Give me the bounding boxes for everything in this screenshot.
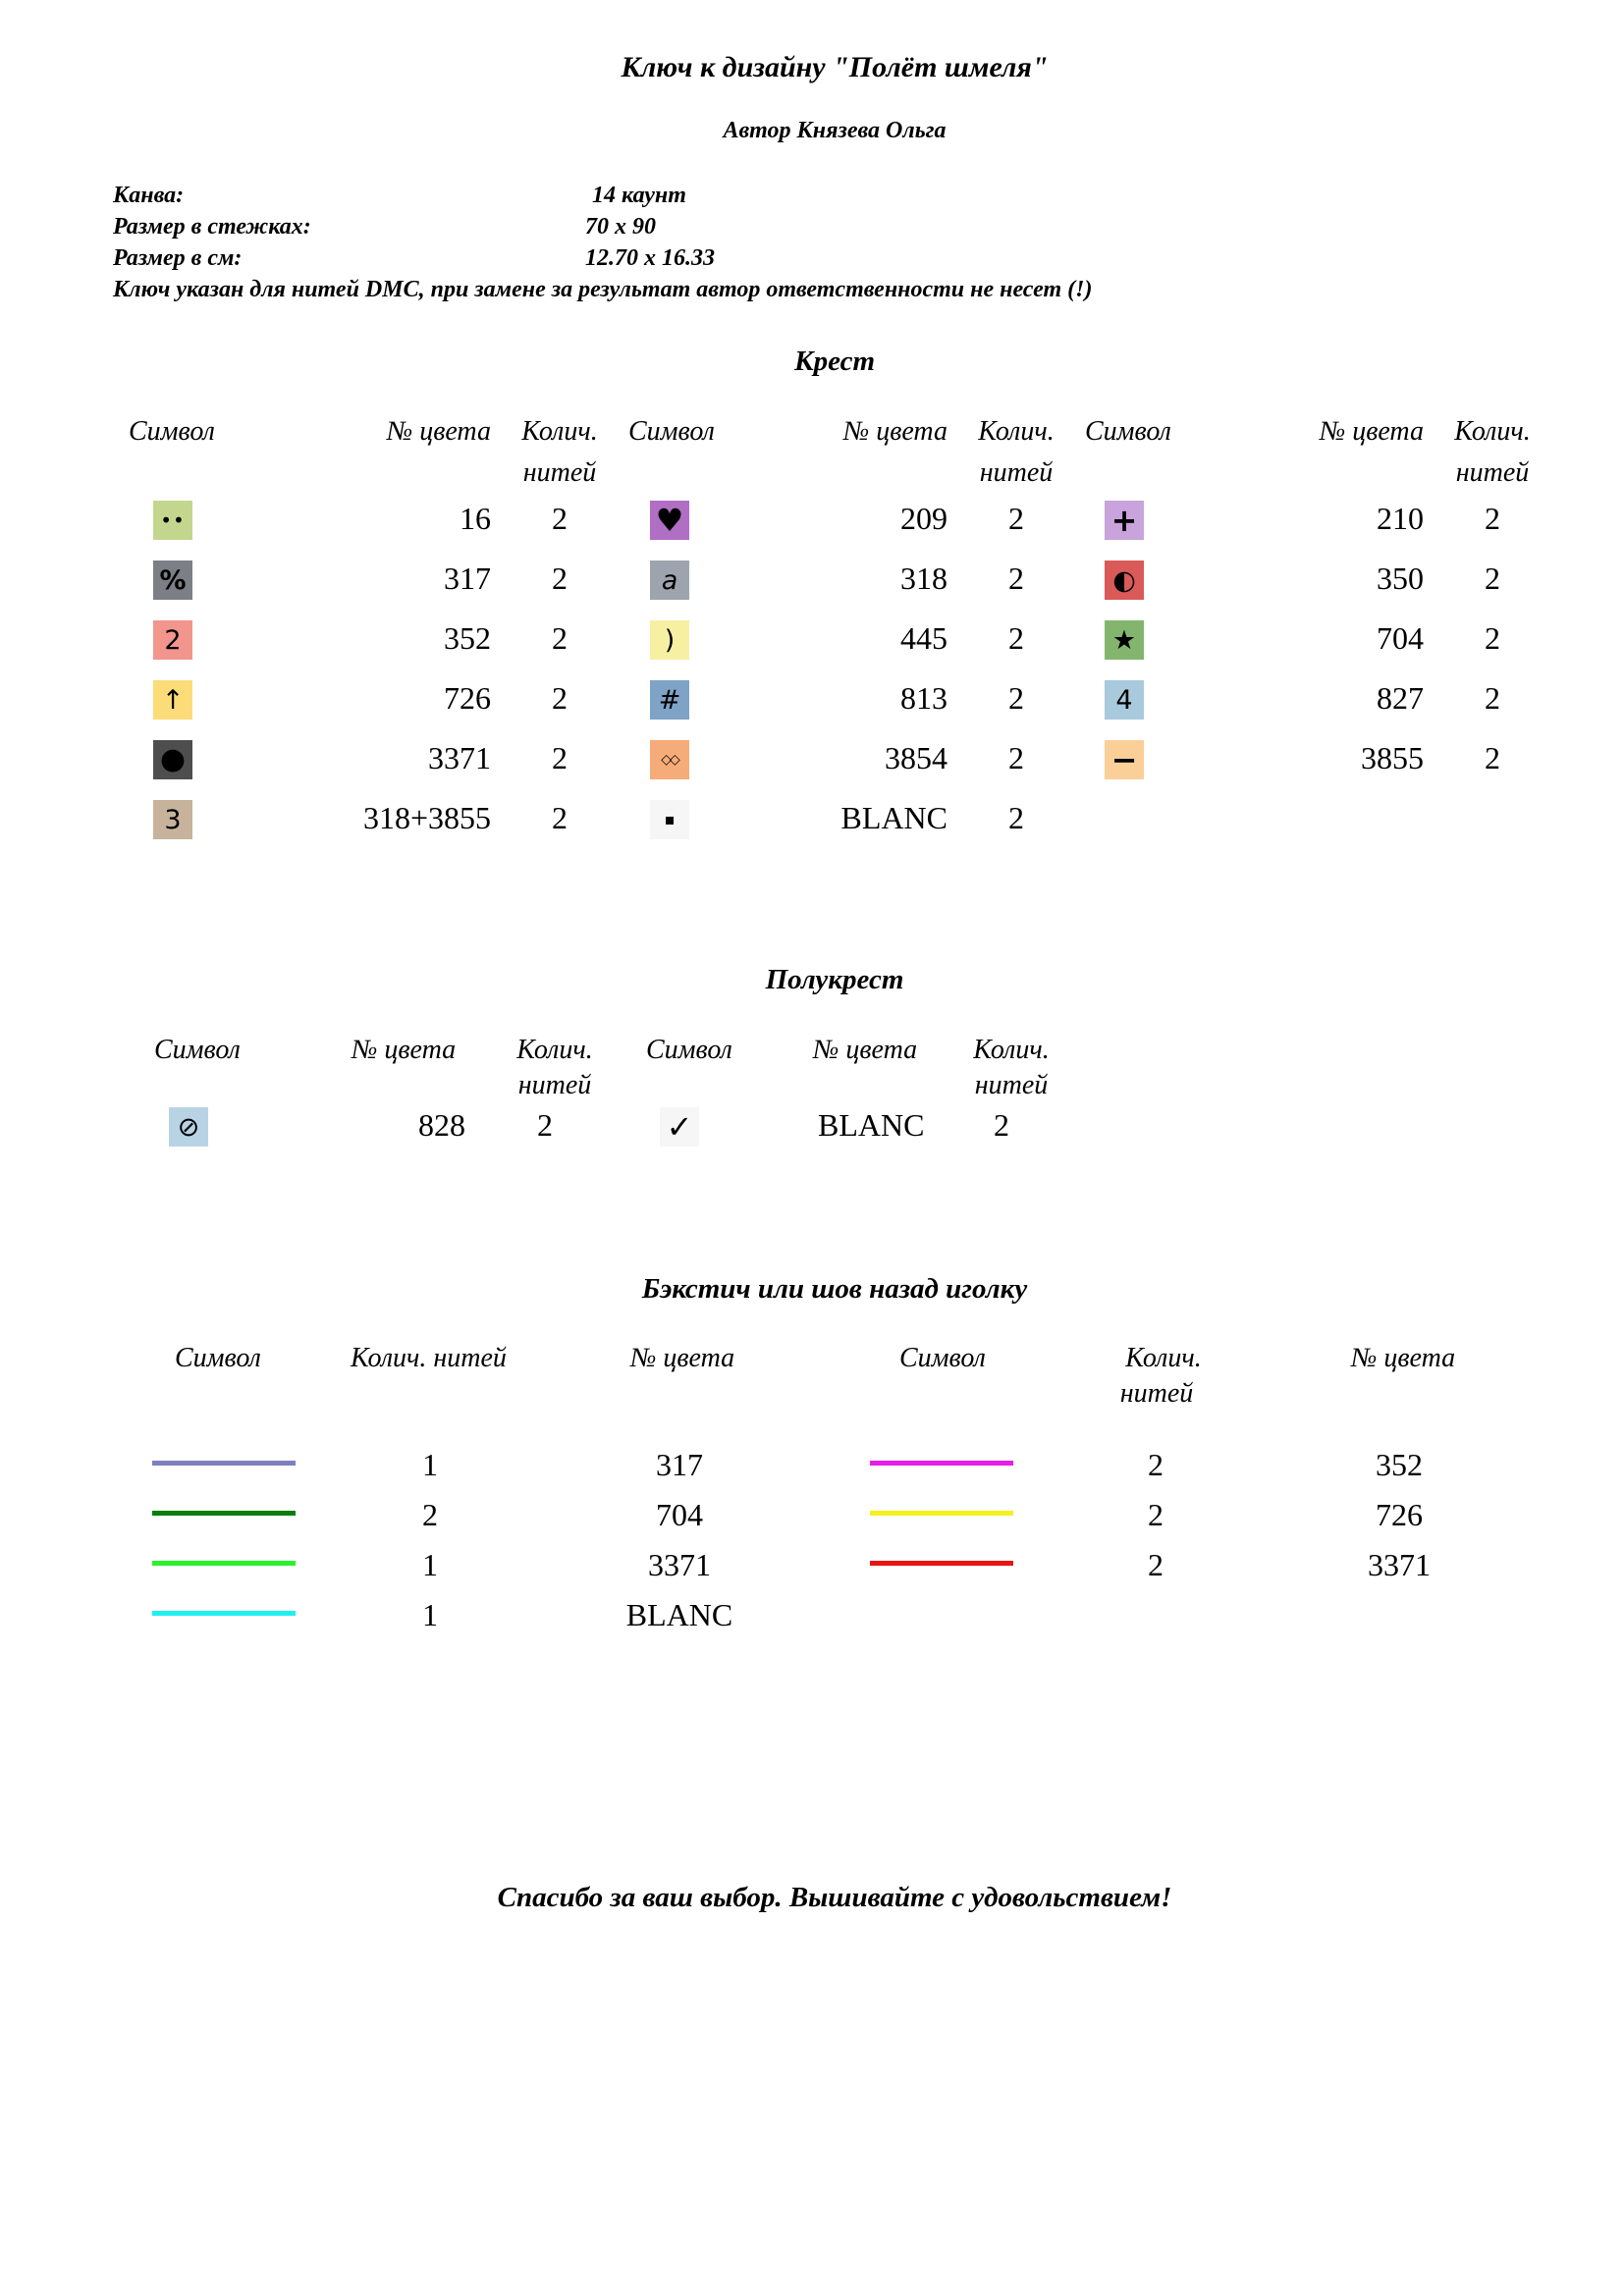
page-title: Ключ к дизайну "Полёт шмеля" [621,51,1049,83]
cross-strand-count: 2 [1008,680,1024,716]
backstitch-color-number: BLANC [625,1597,733,1632]
cross-color-number: 209 [900,501,947,536]
cross-header-count-1b: нитей [522,457,597,488]
cross-strand-count: 2 [552,620,568,656]
cross-color-number: 317 [444,561,491,596]
backstitch-header-count-2b: нитей [1119,1378,1194,1409]
plus-icon: + [1105,501,1144,540]
cross-strand-count: 2 [1485,561,1500,596]
canvas-value: 14 каунт [592,183,686,208]
backstitch-strand-count: 2 [422,1497,438,1532]
cm-size-label: Размер в см: [113,245,243,271]
author: Автор Князева Ольга [723,118,947,143]
backstitch-color-number: 352 [1376,1447,1423,1482]
cross-strand-count: 2 [1485,501,1500,536]
cross-section-title: Крест [793,346,876,377]
backstitch-line-swatch [152,1561,296,1566]
disclaimer: Ключ указан для нитей DMC, при замене за результат автор ответственности не несет (!) [113,277,1093,302]
cross-color-number: 704 [1377,620,1424,656]
cross-header-count-3b: нитей [1455,457,1530,488]
cross-strand-count: 2 [1008,501,1024,536]
cross-color-number: 352 [444,620,491,656]
cross-header-color-3: № цвета [1319,416,1424,447]
cm-size-value: 12.70 x 16.33 [585,245,715,271]
cross-color-number: 813 [900,680,947,716]
cross-header-count-2: Колич. [978,416,1055,447]
half-cross-header-color-1: № цвета [352,1035,457,1065]
cross-color-number: 318 [900,561,947,596]
backstitch-strand-count: 2 [1148,1497,1164,1532]
canvas-label: Канва: [113,183,185,208]
cross-header-symbol-2: Символ [628,416,715,447]
cross-color-number: 16 [460,501,491,536]
two-dots-icon: •• [153,501,192,540]
half-cross-strand-count: 2 [537,1107,553,1143]
digit-three-icon: 3 [153,800,192,839]
backstitch-strand-count: 1 [422,1547,438,1582]
cross-color-number: 3371 [428,740,491,775]
cross-strand-count: 2 [552,740,568,775]
filled-circle-icon: ● [153,740,192,779]
small-square-icon: ▪ [650,800,689,839]
letter-a-icon: a [650,561,689,600]
footer-thanks: Спасибо за ваш выбор. Вышивайте с удовольствием! [497,1882,1172,1913]
digit-four-icon: 4 [1105,680,1144,720]
heart-icon: ♥ [650,501,689,540]
half-cross-strand-count: 2 [994,1107,1009,1143]
half-cross-header-color-2: № цвета [813,1035,918,1065]
cross-strand-count: 2 [1485,740,1500,775]
half-cross-header-count-1: Колич. [516,1035,593,1065]
backstitch-color-number: 3371 [1368,1547,1431,1582]
cross-strand-count: 2 [552,800,568,835]
cross-header-count-1: Колич. [521,416,598,447]
double-diamond-icon: ◇◇ [650,740,689,779]
cross-strand-count: 2 [552,501,568,536]
cross-strand-count: 2 [1008,740,1024,775]
cross-color-number: 445 [900,620,947,656]
half-cross-header-count-1b: нитей [517,1070,592,1100]
cross-color-number: 726 [444,680,491,716]
backstitch-header-symbol-2: Символ [899,1343,986,1373]
backstitch-header-color-1: № цвета [630,1343,735,1373]
backstitch-line-swatch [870,1561,1013,1566]
backstitch-strand-count: 1 [422,1447,438,1482]
cross-strand-count: 2 [1008,800,1024,835]
backstitch-header-count-2: Колич. [1125,1343,1202,1373]
cross-header-color-2: № цвета [842,416,947,447]
cross-color-number: 3854 [885,740,947,775]
cross-header-color-1: № цвета [386,416,491,447]
digit-two-icon: 2 [153,620,192,660]
half-cross-color-number: BLANC [818,1107,925,1143]
cross-header-count-2b: нитей [979,457,1054,488]
backstitch-strand-count: 2 [1148,1547,1164,1582]
cross-color-number: BLANC [840,800,947,835]
cross-header-symbol-3: Символ [1085,416,1171,447]
cross-color-number: 827 [1377,680,1424,716]
cross-strand-count: 2 [1485,620,1500,656]
backstitch-header-count-1: Колич. нитей [351,1343,507,1373]
cross-strand-count: 2 [1008,561,1024,596]
backstitch-header-color-2: № цвета [1351,1343,1456,1373]
hash-icon: # [650,680,689,720]
cross-color-number: 350 [1377,561,1424,596]
backstitch-line-swatch [152,1461,296,1466]
stitch-size-label: Размер в стежках: [113,214,311,240]
backstitch-color-number: 704 [656,1497,703,1532]
cross-header-count-3: Колич. [1454,416,1531,447]
half-cross-section-title: Полукрест [765,964,904,995]
cross-strand-count: 2 [1008,620,1024,656]
slash-oval-icon: ⊘ [169,1107,208,1147]
half-cross-color-number: 828 [418,1107,465,1143]
half-cross-header-count-2: Колич. [973,1035,1050,1065]
star-icon: ★ [1105,620,1144,660]
cross-strand-count: 2 [1485,680,1500,716]
backstitch-color-number: 3371 [648,1547,711,1582]
minus-icon: − [1105,740,1144,779]
parenthesis-icon: ) [650,620,689,660]
backstitch-line-swatch [152,1511,296,1516]
half-cross-header-symbol-1: Символ [154,1035,241,1065]
cross-color-number: 210 [1377,501,1424,536]
cross-header-symbol-1: Символ [129,416,215,447]
crescent-moon-icon: ◐ [1105,561,1144,600]
cross-strand-count: 2 [552,561,568,596]
backstitch-strand-count: 2 [1148,1447,1164,1482]
arrow-up-icon: ↑ [153,680,192,720]
backstitch-section-title: Бэкстич или шов назад иголку [641,1273,1028,1305]
backstitch-line-swatch [870,1461,1013,1466]
cross-strand-count: 2 [552,680,568,716]
backstitch-line-swatch [152,1611,296,1616]
backstitch-line-swatch [870,1511,1013,1516]
percent-icon: % [153,561,192,600]
half-cross-header-count-2b: нитей [974,1070,1049,1100]
cross-color-number: 318+3855 [362,800,491,835]
backstitch-header-symbol-1: Символ [175,1343,261,1373]
cross-color-number: 3855 [1361,740,1424,775]
half-cross-header-symbol-2: Символ [646,1035,732,1065]
backstitch-color-number: 726 [1376,1497,1423,1532]
backstitch-color-number: 317 [656,1447,703,1482]
backstitch-strand-count: 1 [422,1597,438,1632]
check-mark-icon: ✓ [660,1107,699,1147]
stitch-size-value: 70 x 90 [585,214,656,240]
